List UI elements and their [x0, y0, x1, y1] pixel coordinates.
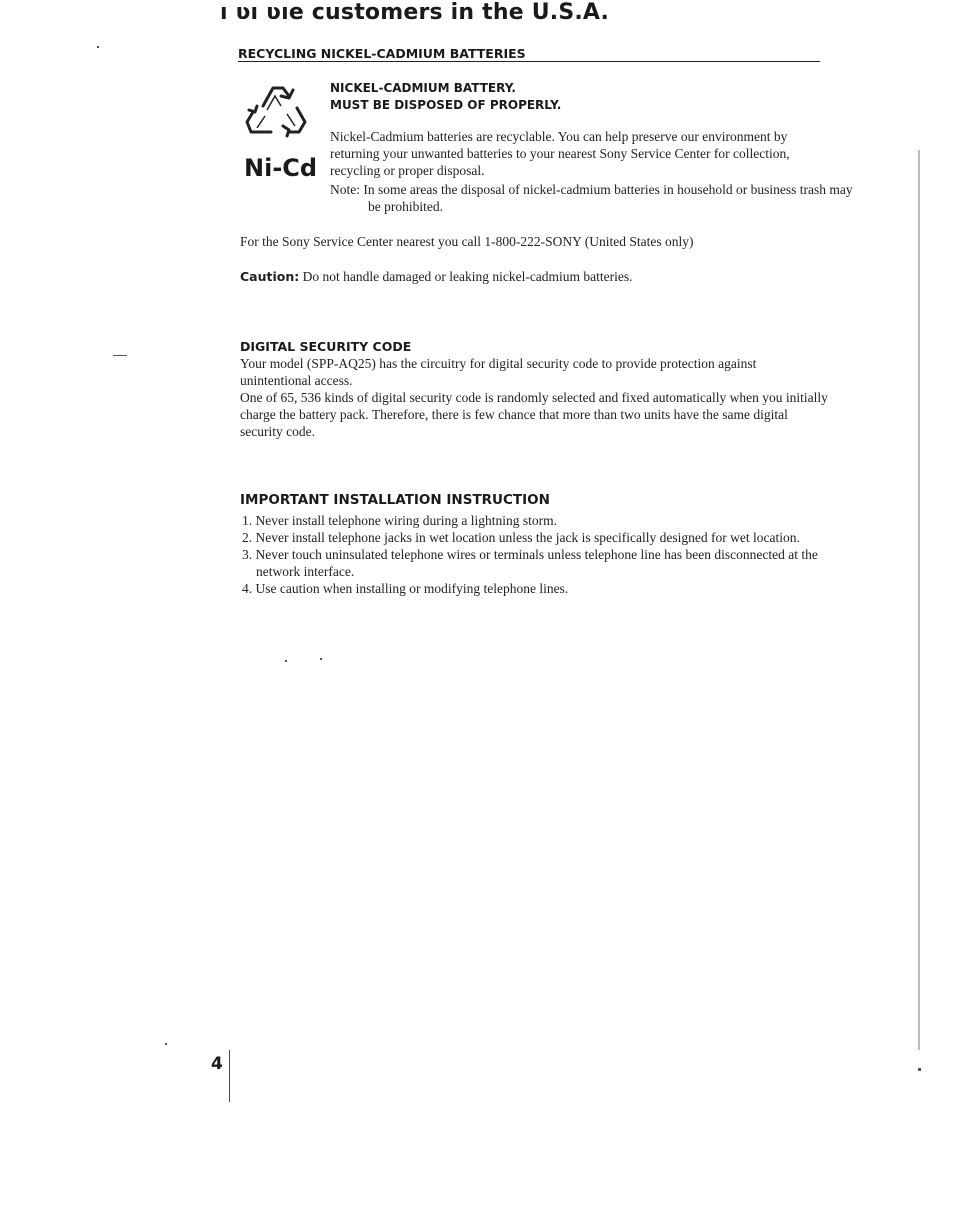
page-title: ı ʋı ʋıe customers in the U.S.A. [220, 0, 610, 25]
scan-dot-mark [165, 1043, 167, 1045]
scan-dot-mark [97, 46, 99, 48]
list-item: 4. Use caution when installing or modifying telephone lines. [242, 581, 569, 596]
battery-warning-line2: MUST BE DISPOSED OF PROPERLY. [330, 98, 562, 112]
recycling-body: Nickel-Cadmium batteries are recyclable. You can help preserve our environment by returning your unwanted batteries to your nearest Sony Service Center for collection, recycling or proper disposal. [330, 129, 790, 178]
heading-rule [238, 61, 820, 62]
recycling-note: Note: In some areas the disposal of nickel-cadmium batteries in household or business trash may be prohibited. [330, 182, 853, 214]
security-heading: DIGITAL SECURITY CODE [240, 339, 412, 354]
nicd-logo-label: Ni-Cd [244, 154, 318, 182]
page-number-divider [229, 1050, 230, 1102]
scan-dot-mark [918, 1068, 921, 1071]
installation-heading: IMPORTANT INSTALLATION INSTRUCTION [240, 492, 550, 508]
security-para1: Your model (SPP-AQ25) has the circuitry for digital security code to provide protection against unintentional access. [240, 356, 757, 388]
installation-list [242, 512, 822, 597]
scan-dot-mark [320, 658, 322, 660]
service-center-text: For the Sony Service Center nearest you call 1-800-222-SONY (United States only) [240, 234, 694, 249]
scan-dot-mark [285, 660, 287, 662]
list-item: 1. Never install telephone wiring during a lightning storm. [242, 513, 557, 528]
recycling-heading: RECYCLING NICKEL-CADMIUM BATTERIES [238, 46, 526, 61]
battery-warning-line1: NICKEL-CADMIUM BATTERY. [330, 81, 516, 95]
list-item: 3. Never touch uninsulated telephone wires or terminals unless telephone line has been disconnected at the network interface. [242, 547, 818, 579]
page-number: 4 [211, 1054, 223, 1074]
scan-dash-mark [113, 355, 127, 356]
security-para2: One of 65, 536 kinds of digital security code is randomly selected and fixed automatically when you initially charge the battery pack. Therefore, there is few chance that more than two units have the same digital security code. [240, 390, 828, 439]
list-item: 2. Never install telephone jacks in wet location unless the jack is specifically designed for wet location. [242, 530, 800, 545]
caution-body: Do not handle damaged or leaking nickel-cadmium batteries. [299, 269, 633, 284]
scan-edge-line [918, 150, 920, 1050]
caution-label: Caution: [240, 269, 300, 284]
recycle-icon [243, 80, 307, 140]
caution-text [240, 268, 633, 285]
